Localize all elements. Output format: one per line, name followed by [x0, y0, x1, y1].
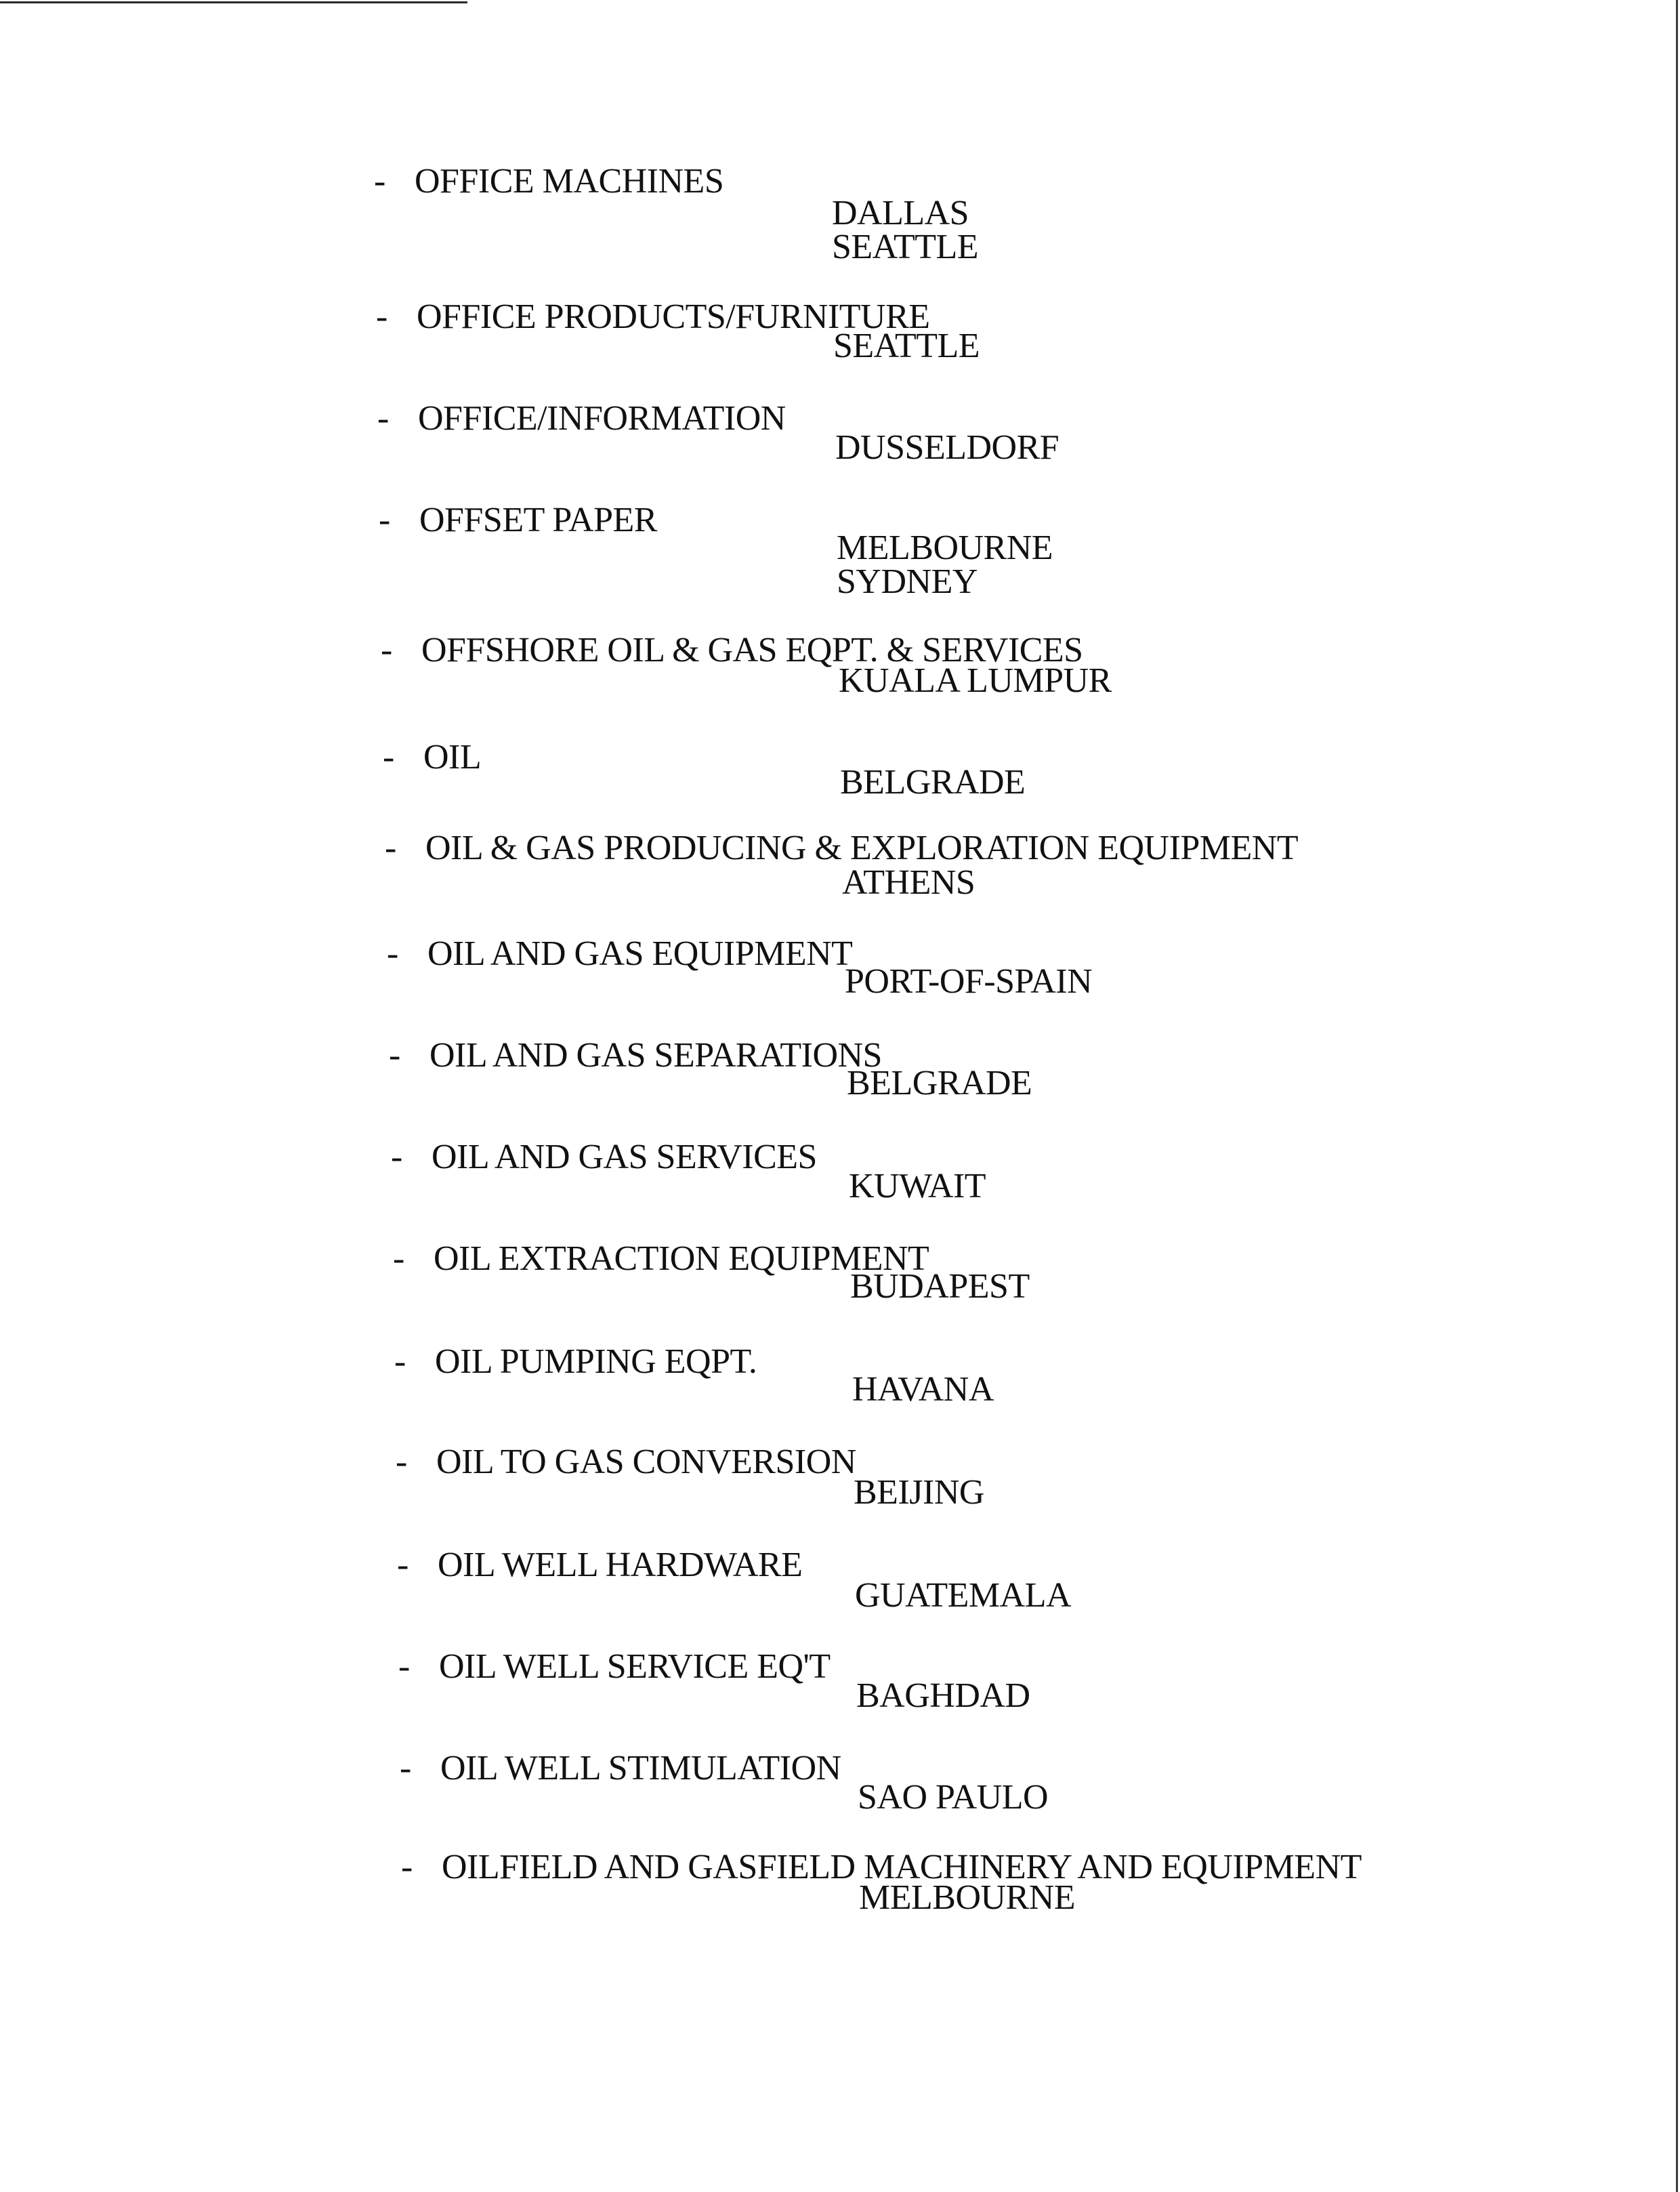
category-name: OIL WELL SERVICE EQ'T — [439, 1647, 831, 1686]
category-name: OILFIELD AND GASFIELD MACHINERY AND EQUIPMENT — [442, 1848, 1362, 1886]
location-list — [839, 661, 1112, 700]
list-bullet-dash: - — [393, 1239, 405, 1278]
location-list — [837, 531, 1053, 599]
list-bullet-dash: - — [379, 501, 391, 539]
location-name: DALLAS — [832, 194, 969, 232]
category-name: OFFSET PAPER — [419, 501, 657, 539]
location-name: BEIJING — [854, 1473, 984, 1512]
location-list — [842, 863, 975, 902]
list-bullet-dash: - — [398, 1647, 411, 1686]
location-list — [832, 194, 979, 266]
location-name: SAO PAULO — [858, 1778, 1049, 1817]
location-list — [858, 1778, 1049, 1817]
category-name: OIL AND GAS SEPARATIONS — [429, 1036, 882, 1075]
category-name: OIL — [423, 738, 482, 777]
location-list — [855, 1576, 1072, 1615]
category-name: OFFSHORE OIL & GAS EQPT. & SERVICES — [421, 631, 1083, 669]
category-name: OIL TO GAS CONVERSION — [436, 1443, 856, 1481]
location-list — [852, 1370, 994, 1409]
list-bullet-dash: - — [374, 162, 386, 201]
list-bullet-dash: - — [397, 1546, 409, 1584]
location-list — [854, 1473, 984, 1512]
category-name: OIL AND GAS SERVICES — [432, 1138, 817, 1176]
location-list — [840, 763, 1026, 802]
location-list — [847, 1064, 1032, 1102]
location-list — [850, 1267, 1030, 1306]
location-name: PORT-OF-SPAIN — [845, 962, 1093, 1001]
location-name: BELGRADE — [840, 763, 1026, 802]
category-name: OIL PUMPING EQPT. — [435, 1342, 757, 1381]
location-name: GUATEMALA — [855, 1576, 1072, 1615]
location-list — [833, 329, 980, 363]
list-bullet-dash: - — [387, 934, 399, 973]
location-name: MELBOURNE — [859, 1878, 1076, 1917]
list-bullet-dash: - — [381, 631, 393, 669]
location-list — [835, 428, 1059, 467]
category-name: OIL EXTRACTION EQUIPMENT — [434, 1239, 929, 1278]
location-name: MELBOURNE — [837, 529, 1053, 567]
location-list — [856, 1676, 1030, 1715]
location-list — [849, 1167, 986, 1205]
category-name: OIL WELL STIMULATION — [440, 1749, 841, 1787]
category-name: OFFICE PRODUCTS/FURNITURE — [417, 297, 930, 336]
category-name: OFFICE MACHINES — [415, 162, 724, 201]
list-bullet-dash: - — [383, 738, 395, 777]
list-bullet-dash: - — [391, 1138, 403, 1176]
location-name: BUDAPEST — [850, 1267, 1030, 1306]
category-name: OIL WELL HARDWARE — [438, 1546, 803, 1584]
location-name: SYDNEY — [837, 562, 978, 601]
location-name: SEATTLE — [832, 228, 979, 266]
list-bullet-dash: - — [396, 1443, 408, 1481]
location-name: BAGHDAD — [856, 1676, 1030, 1715]
location-name: SEATTLE — [833, 327, 980, 365]
location-name: KUWAIT — [849, 1167, 986, 1205]
list-bullet-dash: - — [376, 297, 388, 336]
list-bullet-dash: - — [401, 1848, 413, 1886]
location-name: KUALA LUMPUR — [839, 661, 1112, 700]
location-name: ATHENS — [842, 863, 975, 902]
location-list — [859, 1878, 1076, 1917]
list-bullet-dash: - — [389, 1036, 401, 1075]
list-bullet-dash: - — [385, 829, 397, 867]
location-name: BELGRADE — [847, 1064, 1032, 1102]
category-name: OFFICE/INFORMATION — [418, 399, 786, 438]
location-list — [845, 962, 1093, 1001]
category-name: OIL & GAS PRODUCING & EXPLORATION EQUIPMENT — [425, 829, 1299, 867]
category-name: OIL AND GAS EQUIPMENT — [427, 934, 853, 973]
list-bullet-dash: - — [394, 1342, 406, 1381]
scan-right-border — [1676, 0, 1678, 2192]
list-bullet-dash: - — [377, 399, 390, 438]
location-name: DUSSELDORF — [835, 428, 1059, 467]
list-bullet-dash: - — [400, 1749, 412, 1787]
location-name: HAVANA — [852, 1370, 994, 1409]
